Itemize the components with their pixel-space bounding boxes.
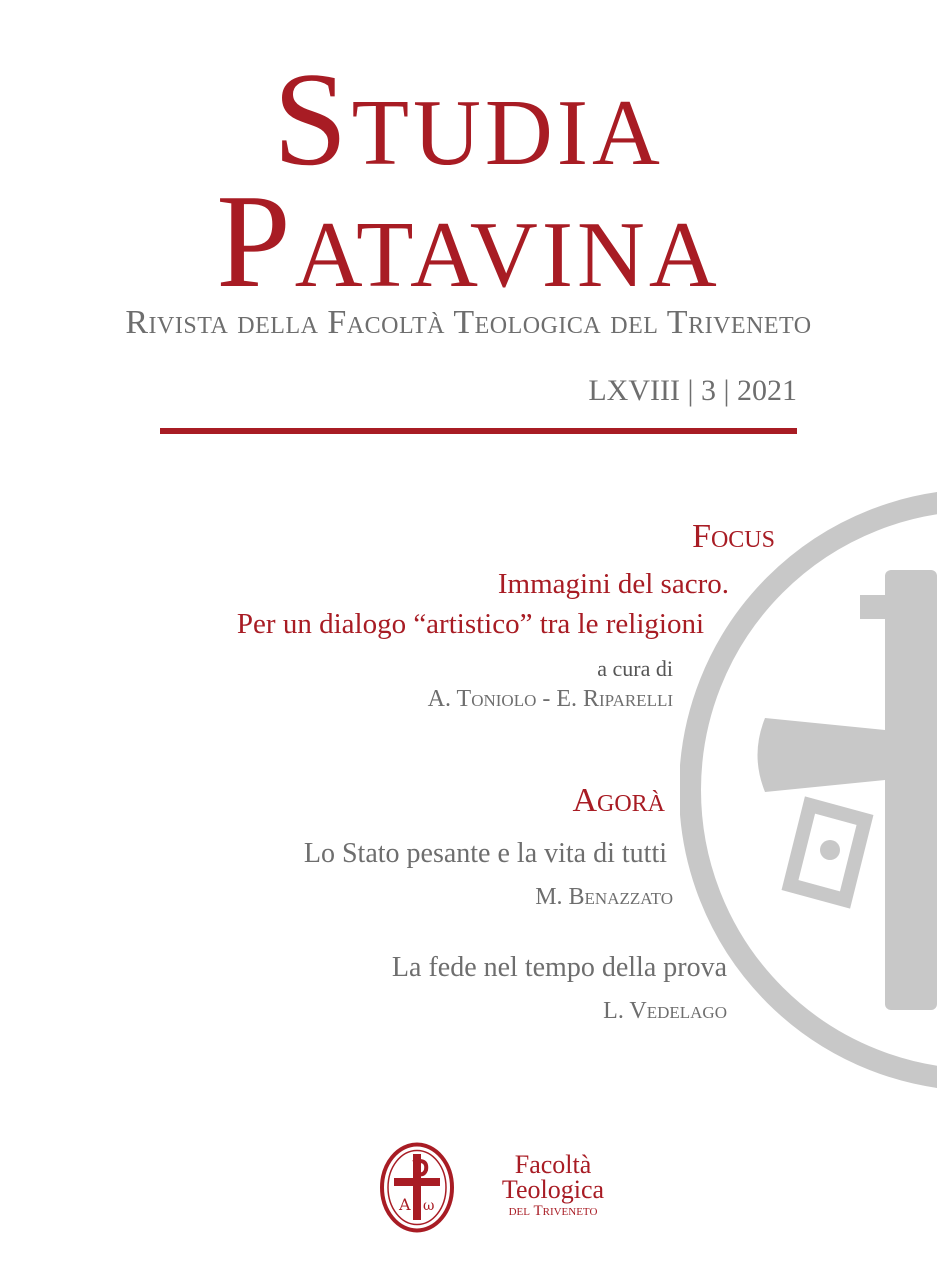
- focus-editors: A. Toniolo - E. Riparelli: [427, 686, 673, 712]
- focus-section-heading: Focus: [692, 518, 775, 555]
- agora-article-author: M. Benazzato: [535, 884, 673, 910]
- agora-section-heading: Agorà: [572, 782, 665, 819]
- journal-title-line-1: Studia: [273, 45, 664, 193]
- agora-article-title: Lo Stato pesante e la vita di tutti: [303, 838, 667, 869]
- faculty-seal-icon: [378, 1140, 456, 1235]
- journal-title-line-2: Patavina: [216, 167, 721, 315]
- issue-number: LXVIII | 3 | 2021: [588, 374, 797, 407]
- agora-article-title: La fede nel tempo della prova: [391, 952, 727, 983]
- agora-article-author: L. Vedelago: [603, 998, 727, 1024]
- seal-letter: ω: [423, 1198, 435, 1214]
- publisher-line-3: del Triveneto: [508, 1203, 598, 1219]
- publisher-line-2: Teologica: [501, 1175, 605, 1204]
- journal-subtitle: Rivista della Facoltà Teologica del Triveneto: [125, 304, 812, 341]
- focus-curated-by: a cura di: [597, 656, 673, 681]
- seal-letter: A: [399, 1195, 411, 1214]
- focus-title-line-2: Per un dialogo “artistico” tra le religioni: [236, 608, 704, 640]
- focus-title-line-1: Immagini del sacro.: [497, 568, 729, 600]
- publisher-line-1: Facoltà: [514, 1150, 592, 1179]
- divider-rule: [160, 428, 797, 434]
- publisher-wordmark: [468, 1152, 638, 1220]
